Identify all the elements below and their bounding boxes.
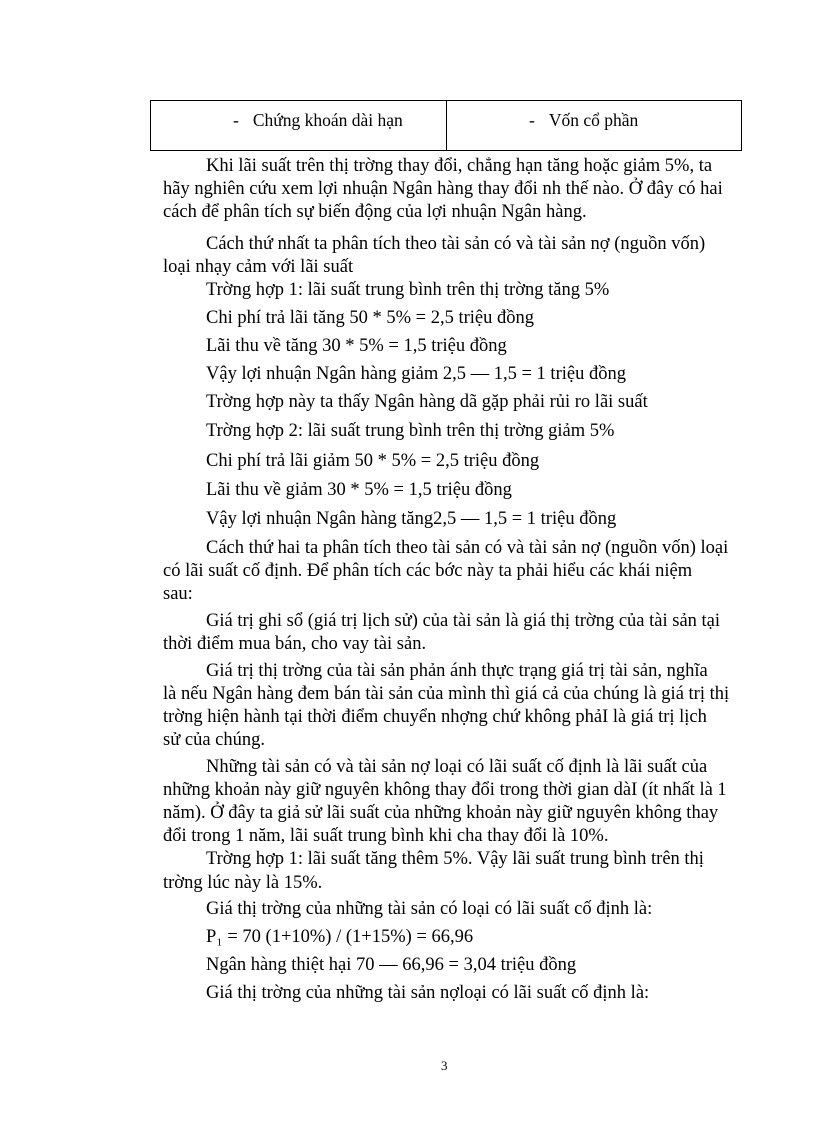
text-line: sử của chúng. — [163, 730, 265, 750]
text-line: P₁ = 70 (1+10%) / (1+15%) = 66,96 — [206, 927, 474, 947]
text-line: cách để phân tích sự biến động của lợi nhuận Ngân hàng. — [163, 202, 587, 222]
text-line: Cách thứ hai ta phân tích theo tài sản có và tài sản nợ (nguồn vốn) loại — [206, 538, 729, 558]
text-line: Lãi thu về giảm 30 * 5% = 1,5 triệu đồng — [206, 480, 512, 500]
text-line: năm). Ở đây ta giả sử lãi suất của những khoản này giữ nguyên không thay — [163, 803, 719, 823]
text-line: thời điểm mua bán, cho vay tài sản. — [163, 634, 427, 654]
text-line: Ngân hàng thiệt hại 70 — 66,96 = 3,04 triệu đồng — [206, 955, 577, 975]
text-line: trờng lúc này là 15%. — [163, 873, 323, 893]
text-line: Trờng hợp 2: lãi suất trung bình trên thị trờng giảm 5% — [206, 421, 615, 441]
left-cell-text: Chứng khoán dài hạn — [252, 110, 403, 130]
text-line: sau: — [163, 584, 193, 604]
text-line: Chi phí trả lãi giảm 50 * 5% = 2,5 triệu đồng — [206, 451, 540, 471]
text-line: Giá thị trờng của những tài sản nợloại có lãi suất cố định là: — [206, 983, 650, 1003]
right-cell-text: Vốn cổ phần — [548, 110, 639, 130]
left-dash: - — [233, 110, 239, 130]
asset-liability-table-row — [150, 100, 742, 151]
table-cell-long-term-securities — [151, 101, 447, 150]
text-line: hãy nghiên cứu xem lợi nhuận Ngân hàng thay đổi nh thế nào. Ở đây có hai — [163, 179, 723, 199]
text-line: trờng hiện hành tại thời điểm chuyển nhợng chứ không phảI là giá trị lịch — [163, 707, 707, 727]
text-line: Giá thị trờng của những tài sản có loại có lãi suất cố định là: — [206, 899, 653, 919]
text-line: đổi trong 1 năm, lãi suất trung bình khi cha thay đổi là 10%. — [163, 826, 609, 846]
text-line: là nếu Ngân hàng đem bán tài sản của mình thì giá cả của chúng là giá trị thị — [163, 684, 730, 704]
text-line: Vậy lợi nhuận Ngân hàng tăng2,5 — 1,5 = 1 triệu đồng — [206, 509, 617, 529]
text-line: Trờng hợp 1: lãi suất tăng thêm 5%. Vậy lãi suất trung bình trên thị — [206, 849, 704, 869]
text-line: loại nhạy cảm với lãi suất — [163, 257, 354, 277]
text-line: những khoản này giữ nguyên không thay đổi trong thời gian dàI (ít nhất là 1 — [163, 780, 727, 800]
text-line: Những tài sản có và tài sản nợ loại có lãi suất cố định là lãi suất của — [206, 757, 708, 777]
text-line: Cách thứ nhất ta phân tích theo tài sản có và tài sản nợ (nguồn vốn) — [206, 234, 706, 254]
table-cell-equity — [447, 101, 741, 150]
text-line: Khi lãi suất trên thị trờng thay đổi, chẳng hạn tăng hoặc giảm 5%, ta — [206, 156, 713, 176]
text-line: Giá trị thị trờng của tài sản phản ánh thực trạng giá trị tài sản, nghĩa — [206, 661, 708, 681]
text-line: Trờng hợp 1: lãi suất trung bình trên thị trờng tăng 5% — [206, 280, 610, 300]
right-dash: - — [529, 110, 535, 130]
text-line: có lãi suất cố định. Để phân tích các bớc này ta phải hiểu các khái niệm — [163, 561, 693, 581]
text-line: Giá trị ghi sổ (giá trị lịch sử) của tài sản là giá thị trờng của tài sản tại — [206, 611, 721, 631]
text-line: Vậy lợi nhuận Ngân hàng giảm 2,5 — 1,5 = 1 triệu đồng — [206, 364, 626, 384]
page-number: 3 — [441, 1058, 448, 1073]
text-line: Chi phí trả lãi tăng 50 * 5% = 2,5 triệu đồng — [206, 308, 534, 328]
text-line: Lãi thu về tăng 30 * 5% = 1,5 triệu đồng — [206, 336, 507, 356]
text-line: Trờng hợp này ta thấy Ngân hàng dã gặp phải rủi ro lãi suất — [206, 392, 648, 412]
